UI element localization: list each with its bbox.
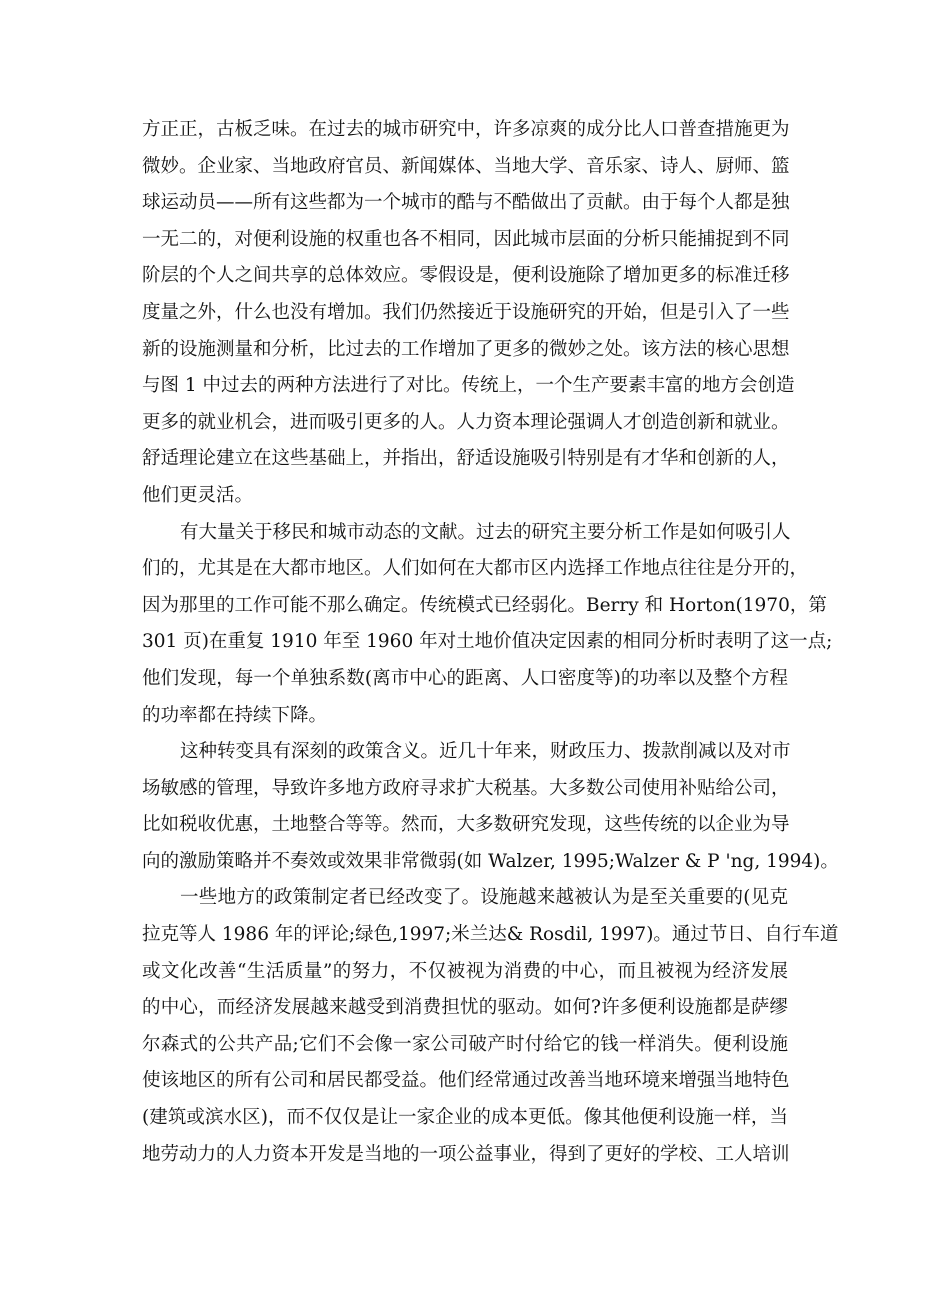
- text-line: 与图 1 中过去的两种方法进行了对比。传统上，一个生产要素丰富的地方会创造: [142, 375, 795, 397]
- text-line: 的功率都在持续下降。: [142, 704, 328, 726]
- text-line: 方正正，古板乏味。在过去的城市研究中，许多凉爽的成分比人口普查措施更为: [142, 119, 790, 140]
- text-line: 新的设施测量和分析，比过去的工作增加了更多的微妙之处。该方法的核心思想: [142, 338, 790, 360]
- paragraph-2: [142, 515, 833, 735]
- text-line: 舒适理论建立在这些基础上，并指出，舒适设施吸引特别是有才华和创新的人，: [142, 448, 790, 470]
- text-line: (建筑或滨水区)，而不仅仅是让一家企业的成本更低。像其他便利设施一样，当: [142, 1107, 788, 1129]
- text-line: 比如税收优惠，土地整合等等。然而，大多数研究发现，这些传统的以企业为导: [142, 814, 790, 836]
- text-line: 度量之外，什么也没有增加。我们仍然接近于设施研究的开始，但是引入了一些: [142, 301, 790, 323]
- paragraph-4: [142, 880, 839, 1173]
- text-line: 的中心，而经济发展越来越受到消费担忧的驱动。如何?许多便利设施都是萨缪: [142, 997, 788, 1019]
- text-line: 场敏感的管理，导致许多地方政府寻求扩大税基。大多数公司使用补贴给公司，: [142, 777, 790, 799]
- text-line: 一些地方的政策制定者已经改变了。设施越来越被认为是至关重要的(见克: [180, 887, 788, 909]
- text-line: 拉克等人 1986 年的评论;绿色,1997;米兰达& Rosdil, 1997)。通过节日、自行车道: [142, 924, 839, 946]
- text-line: 更多的就业机会，进而吸引更多的人。人力资本理论强调人才创造创新和就业。: [142, 411, 790, 433]
- text-line: 这种转变具有深刻的政策含义。近几十年来，财政压力、拨款削减以及对市: [180, 741, 791, 763]
- text-line: 尔森式的公共产品;它们不会像一家公司破产时付给它的钱一样消失。便利设施: [142, 1033, 788, 1055]
- text-line: 有大量关于移民和城市动态的文献。过去的研究主要分析工作是如何吸引人: [180, 521, 791, 543]
- text-line: 们的，尤其是在大都市地区。人们如何在大都市区内选择工作地点往往是分开的，: [142, 558, 809, 580]
- document-page: [142, 112, 839, 1173]
- text-line: 或文化改善“生活质量”的努力，不仅被视为消费的中心，而且被视为经济发展: [142, 960, 788, 982]
- text-line: 301 页)在重复 1910 年至 1960 年对土地价值决定因素的相同分析时表明了这一点;: [142, 631, 833, 653]
- text-line: 他们更灵活。: [142, 484, 254, 506]
- text-line: 一无二的，对便利设施的权重也各不相同，因此城市层面的分析只能捕捉到不同: [142, 228, 790, 250]
- paragraph-3: [142, 734, 839, 880]
- text-line: 阶层的个人之间共享的总体效应。零假设是，便利设施除了增加更多的标准迁移: [142, 265, 790, 287]
- text-line: 他们发现，每一个单独系数(离市中心的距离、人口密度等)的功率以及整个方程: [142, 667, 788, 689]
- text-line: 微妙。企业家、当地政府官员、新闻媒体、当地大学、音乐家、诗人、厨师、篮: [142, 155, 790, 177]
- text-line: 球运动员——所有这些都为一个城市的酷与不酷做出了贡献。由于每个人都是独: [142, 192, 790, 214]
- paragraph-1: [142, 112, 795, 515]
- text-line: 向的激励策略并不奏效或效果非常微弱(如 Walzer, 1995;Walzer & P 'ng, 1994)。: [142, 850, 839, 872]
- text-line: 地劳动力的人力资本开发是当地的一项公益事业，得到了更好的学校、工人培训: [142, 1143, 790, 1165]
- text-line: 因为那里的工作可能不那么确定。传统模式已经弱化。Berry 和 Horton(1970，第: [142, 594, 827, 616]
- text-line: 使该地区的所有公司和居民都受益。他们经常通过改善当地环境来增强当地特色: [142, 1070, 790, 1092]
